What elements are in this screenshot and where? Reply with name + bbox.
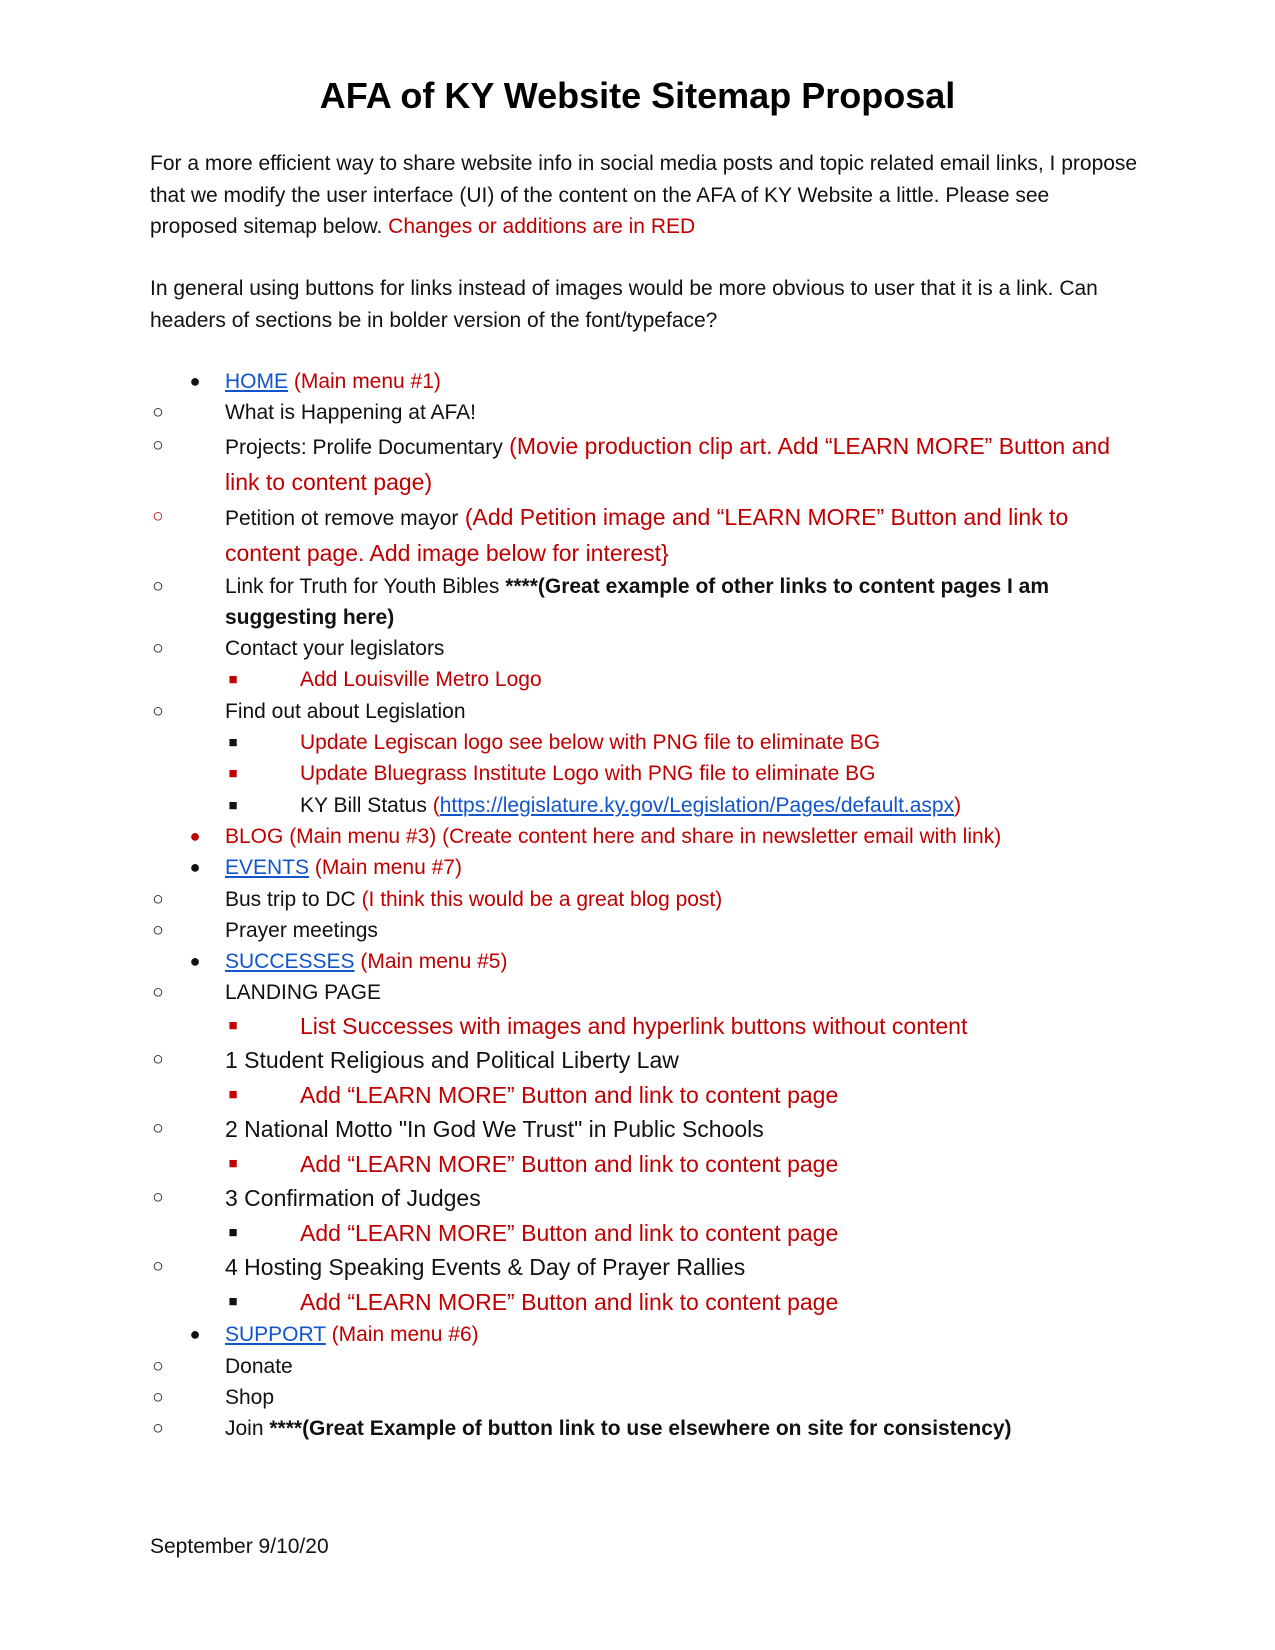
shop-text: Shop — [225, 1385, 275, 1409]
projects-note: (Movie production clip art. Add “LEARN MORE” Button and link to content page) — [225, 432, 1110, 496]
legiscan-text: Update Legiscan logo see below with PNG file to eliminate BG — [300, 731, 881, 755]
sitemap-item-successes — [150, 946, 1130, 1319]
success-2-text: 2 National Motto "In God We Trust" in Public Schools — [225, 1116, 764, 1143]
list-item-success-4 — [150, 1250, 1130, 1319]
truth-note: ****(Great example of other links to content pages I am suggesting here) — [225, 574, 1049, 629]
circle-bullet-icon: ○ — [152, 638, 164, 660]
louisville-logo-text: Add Louisville Metro Logo — [300, 668, 542, 692]
success-1-sublist — [225, 1078, 1130, 1113]
list-item-bus-trip — [150, 884, 1130, 915]
square-bullet-icon: ■ — [228, 1154, 238, 1172]
kybill-close-paren: ) — [954, 793, 962, 817]
list-item-landing-sub — [225, 1009, 1130, 1044]
petition-note: (Add Petition image and “LEARN MORE” Button and link to content page. Add image below for interest} — [225, 503, 1069, 567]
list-item-happening — [150, 397, 1130, 428]
disc-bullet-icon: ● — [189, 951, 201, 972]
square-bullet-icon: ■ — [228, 1292, 238, 1310]
list-item-learn-more — [225, 1147, 1130, 1182]
circle-bullet-icon: ○ — [152, 1386, 164, 1408]
circle-bullet-icon: ○ — [152, 1118, 164, 1140]
circle-bullet-icon: ○ — [152, 888, 164, 910]
list-item-legiscan — [225, 727, 1130, 758]
successes-sublist — [150, 977, 1130, 1319]
support-note: (Main menu #6) — [331, 1323, 479, 1347]
circle-bullet-icon: ○ — [152, 1049, 164, 1071]
square-bullet-icon: ■ — [228, 671, 238, 689]
general-paragraph: In general using buttons for links instead of images would be more obvious to user that it is a link. Can headers of sections be in bolder version of the font/typeface? — [150, 277, 1098, 332]
successes-note: (Main menu #5) — [360, 950, 508, 974]
list-item-kybill — [225, 790, 1130, 821]
disc-bullet-icon: ● — [189, 371, 201, 391]
list-item-legislation — [150, 696, 1130, 821]
list-item-learn-more — [225, 1078, 1130, 1113]
list-item-contact — [150, 633, 1130, 696]
square-bullet-icon: ■ — [228, 765, 238, 783]
list-item-success-3 — [150, 1181, 1130, 1250]
intro-red-note: Changes or additions are in RED — [388, 215, 696, 238]
projects-text: Projects: Prolife Documentary — [225, 435, 503, 459]
list-item-success-2 — [150, 1112, 1130, 1181]
list-item-join — [150, 1413, 1130, 1444]
circle-bullet-icon: ○ — [152, 1256, 164, 1278]
disc-bullet-icon: ● — [189, 1324, 201, 1345]
home-link[interactable]: HOME — [225, 370, 288, 393]
footer-date: September 9/10/20 — [150, 1535, 329, 1558]
join-note: ****(Great Example of button link to use elsewhere on site for consistency) — [269, 1417, 1012, 1441]
successes-link[interactable]: SUCCESSES — [225, 950, 355, 974]
list-item-shop — [150, 1382, 1130, 1413]
contact-text: Contact your legislators — [225, 637, 445, 661]
learn-more-text: Add “LEARN MORE” Button and link to content page — [300, 1081, 839, 1108]
legislation-text: Find out about Legislation — [225, 699, 466, 723]
success-4-text: 4 Hosting Speaking Events & Day of Prayer Rallies — [225, 1254, 746, 1281]
home-note: (Main menu #1) — [293, 370, 441, 393]
intro-paragraph — [150, 148, 1140, 243]
learn-more-text: Add “LEARN MORE” Button and link to content page — [300, 1288, 839, 1315]
kybill-text: KY Bill Status — [300, 793, 427, 817]
list-item-bluegrass — [225, 758, 1130, 789]
contact-sublist — [225, 664, 1130, 695]
sitemap-item-support — [150, 1319, 1130, 1444]
list-item-petition — [150, 500, 1130, 571]
truth-text: Link for Truth for Youth Bibles — [225, 574, 500, 598]
events-note: (Main menu #7) — [314, 856, 462, 880]
disc-bullet-icon: ● — [189, 825, 201, 846]
donate-text: Donate — [225, 1354, 293, 1378]
circle-bullet-icon: ○ — [152, 402, 164, 424]
disc-bullet-icon: ● — [189, 857, 201, 878]
square-bullet-icon: ■ — [228, 1085, 238, 1103]
list-item-learn-more — [225, 1285, 1130, 1320]
document-title: AFA of KY Website Sitemap Proposal — [319, 75, 956, 116]
circle-bullet-icon: ○ — [152, 434, 164, 456]
sitemap-item-events — [150, 852, 1130, 946]
sitemap-list — [150, 366, 1130, 1444]
circle-bullet-icon: ○ — [152, 982, 164, 1004]
square-bullet-icon: ■ — [228, 796, 238, 814]
success-3-text: 3 Confirmation of Judges — [225, 1185, 481, 1212]
circle-bullet-icon: ○ — [152, 919, 164, 941]
kybill-open-paren: ( — [432, 793, 440, 817]
list-item-prayer — [150, 915, 1130, 946]
circle-bullet-icon: ○ — [152, 700, 164, 722]
kybill-url-link[interactable]: https://legislature.ky.gov/Legislation/Pages/default.aspx — [439, 793, 955, 817]
list-item-landing — [150, 977, 1130, 1043]
success-4-sublist — [225, 1285, 1130, 1320]
circle-bullet-icon: ○ — [152, 1187, 164, 1209]
learn-more-text: Add “LEARN MORE” Button and link to content page — [300, 1219, 839, 1246]
events-sublist — [150, 884, 1130, 947]
learn-more-text: Add “LEARN MORE” Button and link to content page — [300, 1150, 839, 1177]
bluegrass-text: Update Bluegrass Institute Logo with PNG file to eliminate BG — [300, 762, 876, 786]
landing-sub-text: List Successes with images and hyperlink buttons without content — [300, 1012, 968, 1039]
bus-trip-note: (I think this would be a great blog post) — [361, 887, 723, 911]
support-sublist — [150, 1351, 1130, 1445]
bus-trip-text: Bus trip to DC — [225, 887, 356, 911]
circle-bullet-icon: ○ — [152, 575, 164, 597]
square-bullet-icon: ■ — [228, 1223, 238, 1241]
circle-bullet-icon: ○ — [152, 505, 164, 527]
legislation-sublist — [225, 727, 1130, 821]
circle-bullet-icon: ○ — [152, 1355, 164, 1377]
success-2-sublist — [225, 1147, 1130, 1182]
join-text: Join — [225, 1417, 264, 1441]
list-item-louisville-logo — [225, 664, 1130, 695]
events-link[interactable]: EVENTS — [225, 856, 310, 880]
happening-text: What is Happening at AFA! — [225, 401, 476, 425]
home-sublist — [150, 397, 1130, 821]
success-1-text: 1 Student Religious and Political Liberty Law — [225, 1047, 679, 1074]
sitemap-item-blog — [150, 821, 1130, 852]
list-item-success-1 — [150, 1043, 1130, 1112]
square-bullet-icon: ■ — [228, 734, 238, 752]
support-link[interactable]: SUPPORT — [225, 1323, 326, 1347]
success-3-sublist — [225, 1216, 1130, 1251]
prayer-text: Prayer meetings — [225, 918, 378, 942]
list-item-projects — [150, 429, 1130, 500]
landing-sublist — [225, 1009, 1130, 1044]
intro-text: For a more efficient way to share website info in social media posts and topic related email links, I propose that we modify the user interface (UI) of the content on the AFA of KY Website a little. Please see proposed sitemap below. — [150, 152, 1138, 238]
sitemap-item-home — [150, 366, 1130, 821]
landing-text: LANDING PAGE — [225, 981, 381, 1005]
list-item-donate — [150, 1351, 1130, 1382]
blog-text: BLOG (Main menu #3) (Create content here and share in newsletter email with link) — [225, 824, 1002, 848]
list-item-learn-more — [225, 1216, 1130, 1251]
square-bullet-icon: ■ — [228, 1016, 238, 1034]
circle-bullet-icon: ○ — [152, 1418, 164, 1440]
petition-text: Petition ot remove mayor — [225, 506, 459, 530]
list-item-truth — [150, 571, 1130, 634]
